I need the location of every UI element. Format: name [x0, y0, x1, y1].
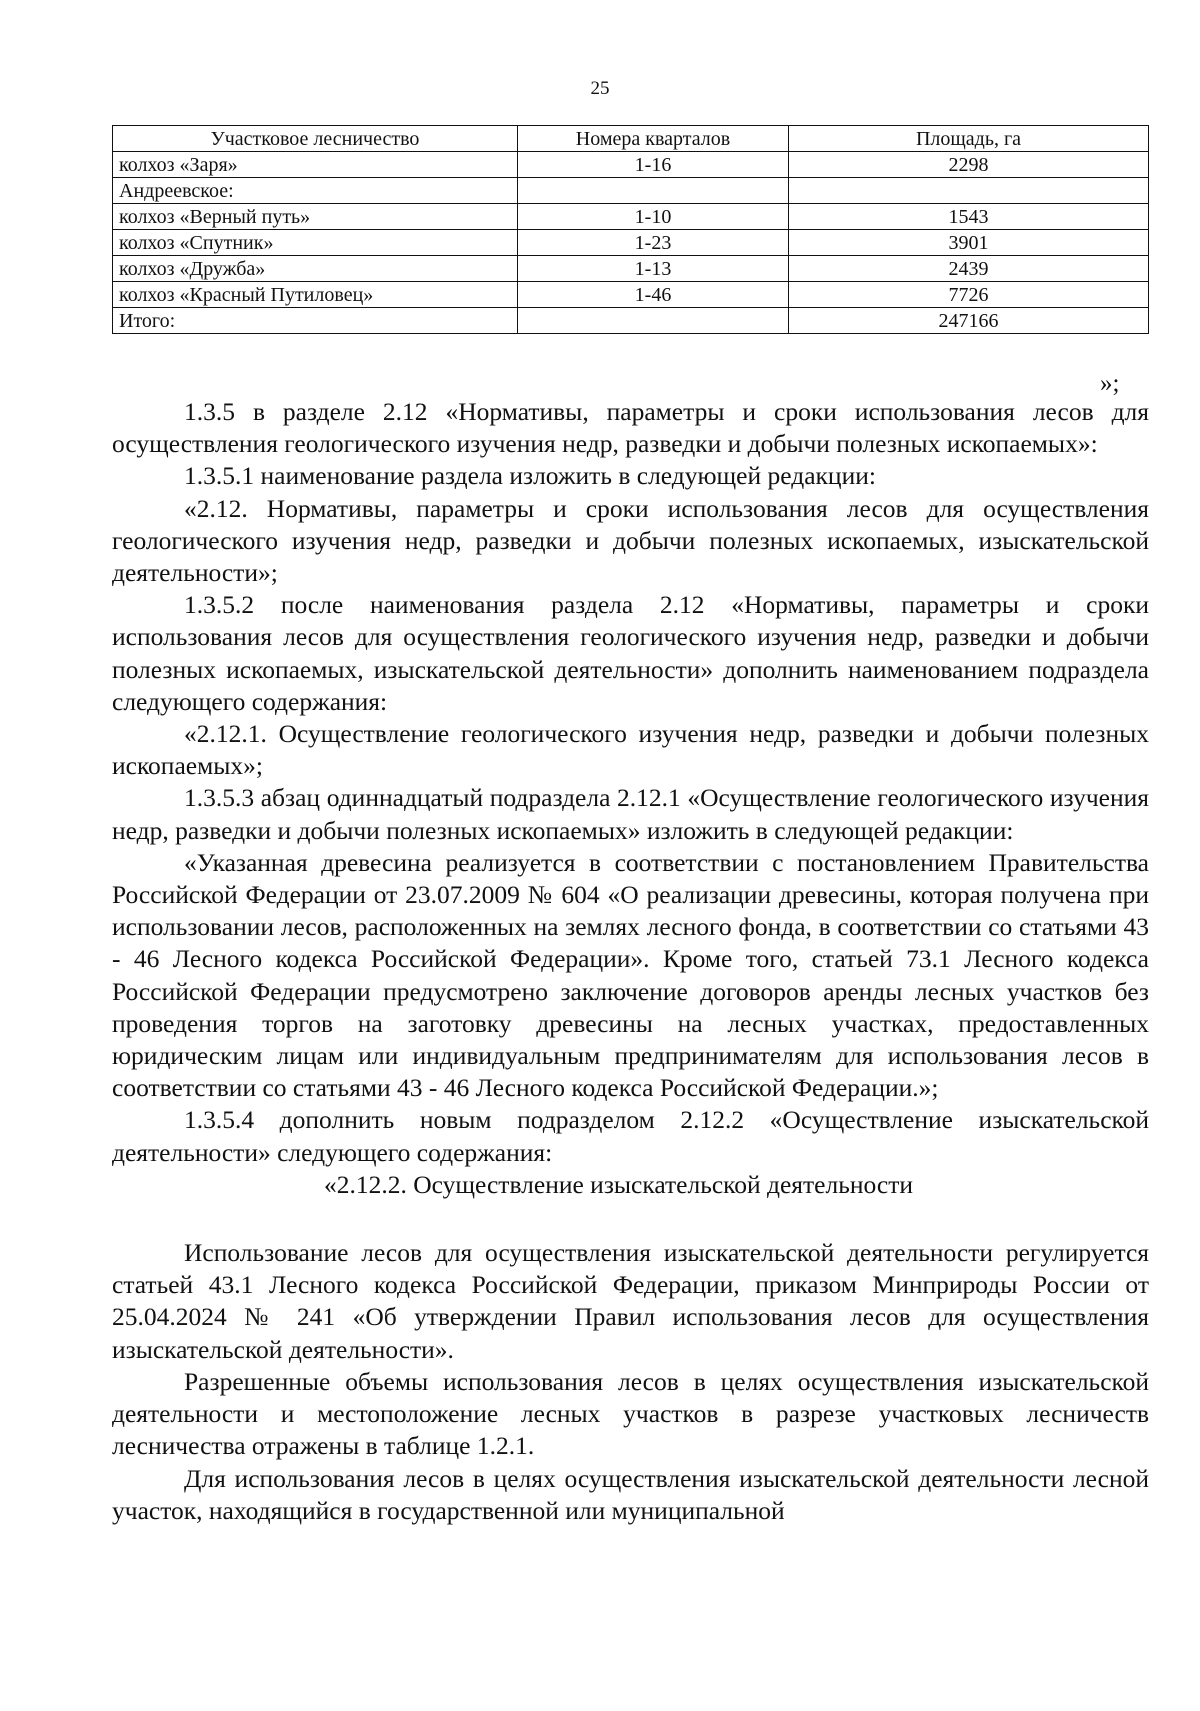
subsection-2-12-2-heading: «2.12.2. Осуществление изыскательской деятельности: [324, 1169, 913, 1199]
paragraph-1-3-5-3: 1.3.5.3 абзац одиннадцатый подраздела 2.12.1 «Осуществление геологического изучения недр, разведки и добычи полезных ископаемых» изложить в следующей редакции:: [112, 783, 1149, 845]
cell-district: колхоз «Дружба»: [113, 256, 518, 282]
cell-area: 7726: [789, 282, 1149, 308]
paragraph-1-3-5: 1.3.5 в разделе 2.12 «Нормативы, параметры и сроки использования лесов для осуществления геологического изучения недр, разведки и добычи полезных ископаемых»:: [112, 397, 1149, 459]
paragraph-section-2-12-title: «2.12. Нормативы, параметры и сроки использования лесов для осуществления геологического изучения недр, разведки и добычи полезных ископаемых, изыскательской деятельности»;: [112, 493, 1149, 588]
table-row: [113, 178, 1149, 204]
cell-total-label: Итого:: [113, 308, 518, 334]
cell-quarters: [518, 308, 789, 334]
header-area: Площадь, га: [789, 126, 1149, 152]
cell-total-area: 247166: [789, 308, 1149, 334]
paragraph-wood-sale-quote: «Указанная древесина реализуется в соответствии с постановлением Правительства Российской Федерации от 23.07.2009 № 604 «О реализации древесины, которая получена при использовании лесов, расположенных на землях лесного фонда, в соответствии со статьями 43 - 46 Лесного кодекса Российской Федерации». Кроме того, статьей 73.1 Лесного кодекса Российской Федерации предусмотрено заключение договоров аренды лесных участков без проведения торгов на заготовку древесины на лесных участках, предоставленных юридическим лицам или индивидуальным предпринимателям для использования лесов в соответствии со статьями 43 - 46 Лесного кодекса Российской Федерации.»;: [112, 847, 1149, 1103]
paragraph-land-plot: Для использования лесов в целях осуществления изыскательской деятельности лесной участок, находящийся в государственной или муниципальной: [112, 1463, 1149, 1525]
header-district: Участковое лесничество: [113, 126, 518, 152]
header-quarters: Номера кварталов: [518, 126, 789, 152]
paragraph-subsection-2-12-1-title: «2.12.1. Осуществление геологического изучения недр, разведки и добычи полезных ископаемых»;: [112, 719, 1149, 781]
table-closing-quote: »;: [1100, 370, 1120, 397]
cell-district: колхоз «Заря»: [113, 152, 518, 178]
cell-quarters: 1-13: [518, 256, 789, 282]
cell-district: колхоз «Спутник»: [113, 230, 518, 256]
table-row: [113, 230, 1149, 256]
document-body: [112, 396, 1149, 1527]
cell-district: Андреевское:: [113, 178, 518, 204]
table-row: [113, 282, 1149, 308]
table-row: [113, 204, 1149, 230]
table-row: [113, 152, 1149, 178]
table-row: [113, 256, 1149, 282]
cell-area: 3901: [789, 230, 1149, 256]
page-number: 25: [590, 78, 610, 99]
cell-district: колхоз «Красный Путиловец»: [113, 282, 518, 308]
cell-quarters: [518, 178, 789, 204]
cell-area: [789, 178, 1149, 204]
cell-area: 2439: [789, 256, 1149, 282]
table-total-row: [113, 308, 1149, 334]
cell-quarters: 1-46: [518, 282, 789, 308]
paragraph-permitted-volumes: Разрешенные объемы использования лесов в целях осуществления изыскательской деятельности и местоположение лесных участков в разрезе участковых лесничеств лесничества отражены в таблице 1.2.1.: [112, 1366, 1149, 1461]
paragraph-1-3-5-4: 1.3.5.4 дополнить новым подразделом 2.12.2 «Осуществление изыскательской деятельности» следующего содержания:: [112, 1105, 1149, 1167]
cell-area: 1543: [789, 204, 1149, 230]
cell-quarters: 1-23: [518, 230, 789, 256]
table-header-row: [113, 126, 1149, 152]
cell-area: 2298: [789, 152, 1149, 178]
forestry-table: [112, 125, 1149, 334]
paragraph-1-3-5-2: 1.3.5.2 после наименования раздела 2.12 «Нормативы, параметры и сроки использования лесов для осуществления геологического изучения недр, разведки и добычи полезных ископаемых, изыскательской деятельности» дополнить наименованием подраздела следующего содержания:: [112, 590, 1149, 716]
cell-quarters: 1-16: [518, 152, 789, 178]
cell-quarters: 1-10: [518, 204, 789, 230]
paragraph-survey-regulation: Использование лесов для осуществления изыскательской деятельности регулируется статьей 43.1 Лесного кодекса Российской Федерации, приказом Минприроды России от 25.04.2024 № 241 «Об утверждении Правил использования лесов для осуществления изыскательской деятельности».: [112, 1238, 1149, 1364]
cell-district: колхоз «Верный путь»: [113, 204, 518, 230]
paragraph-1-3-5-1: 1.3.5.1 наименование раздела изложить в следующей редакции:: [184, 461, 876, 491]
